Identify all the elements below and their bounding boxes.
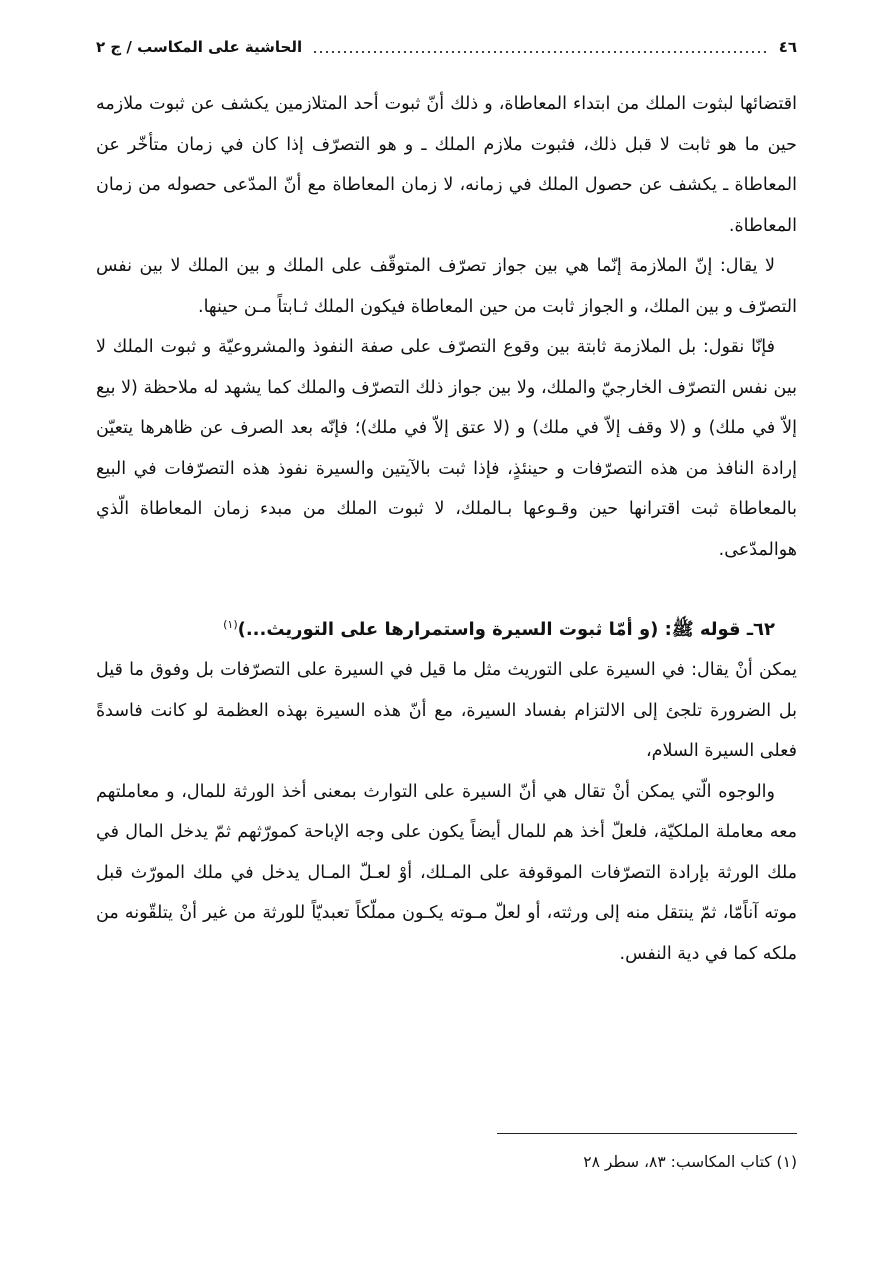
running-header [96, 32, 797, 62]
book-title: الحاشية على المكاسب / ج ٢ [96, 38, 303, 56]
section-heading [96, 610, 797, 650]
footnote: (١) كتاب المكاسب: ٨٣، سطر ٢٨ [583, 1153, 797, 1171]
paragraph: لا يقال: إنّ الملازمة إنّما هي بين جواز تصرّف المتوقّف على الملك و بين الملك لا بين نفس التصرّف و بين الملك، و الجواز ثابت من حين المعاطاة فيكون الملك ثـابتاً مـن حينها. [96, 256, 797, 317]
paragraph: فإنّا نقول: بل الملازمة ثابتة بين وقوع التصرّف على صفة النفوذ والمشروعيّة و ثبوت الملك لا بين نفس التصرّف الخارجيّ والملك، ولا بين جواز ذلك التصرّف والملك كما يشهد له ملاحظة (لا بيع إلاّ في ملك) و (لا وقف إلاّ في ملك) و (لا عتق إلاّ في ملك)؛ فإنّه بعد الصرف عن ظاهرها يتعيّن إرادة النافذ من هذه التصرّفات و حينئذٍ، فإذا ثبت بالآيتين والسيرة نفوذ هذه التصرّفات في البيع بالمعاطاة ثبت اقترانها حين وقـوعها بـالملك، لا ثبوت الملك من مبدء زمان المعاطاة الّذي هوالمدّعى. [96, 337, 797, 560]
paragraph: اقتضائها لبثوت الملك من ابتداء المعاطاة، و ذلك أنّ ثبوت أحد المتلازمين يكشف عن ثبوت ملازمه حين ما هو ثابت لا قبل ذلك، فثبوت ملازم الملك ـ و هو التصرّف إذا كان في زمان متأخّر عن المعاطاة ـ يكشف عن حصول الملك في زمانه، لا زمان المعاطاة مع أنّ المدّعى حصوله من زمان المعاطاة. [96, 94, 797, 236]
footnote-separator [497, 1133, 797, 1134]
main-text [96, 84, 797, 974]
paragraph: والوجوه الّتي يمكن أنْ تقال هي أنّ السيرة على التوارث بمعنى أخذ الورثة للمال، و معاملتهم معه معاملة الملكيّة، فلعلّ أخذ هم للمال أيضاً يكون على وجه الإباحة كمورّثهم ثمّ يدخل المال في ملك الورثة بإرادة التصرّفات الموقوفة على المـلك، أوْ لعـلّ المـال يدخل في ملك المورّث قبل موته آناًمّا، ثمّ ينتقل منه إلى ورثته، أو لعلّ مـوته يكـون مملّكاً تعبديّاً للورثة من غير أنْ يتلقّونه من ملكه كما في دية النفس. [96, 781, 797, 964]
paragraph: يمكن أنْ يقال: في السيرة على التوريث مثل ما قيل في السيرة على التصرّفات بل وفوق ما قيل بل الضرورة تلجئ إلى الالتزام بفساد السيرة، مع أنّ هذه السيرة بهذه العظمة لو كانت فاسدةً فعلى السيرة السلام، [96, 660, 797, 761]
header-dot-leader [312, 51, 769, 53]
footnote-reference: (١) [223, 618, 238, 631]
page-number: ٤٦ [778, 38, 797, 56]
section-heading-text: ٦٢ـ قوله ﷺ: (و أمّا ثبوت السيرة واستمرارها على التوريث...) [237, 619, 775, 640]
